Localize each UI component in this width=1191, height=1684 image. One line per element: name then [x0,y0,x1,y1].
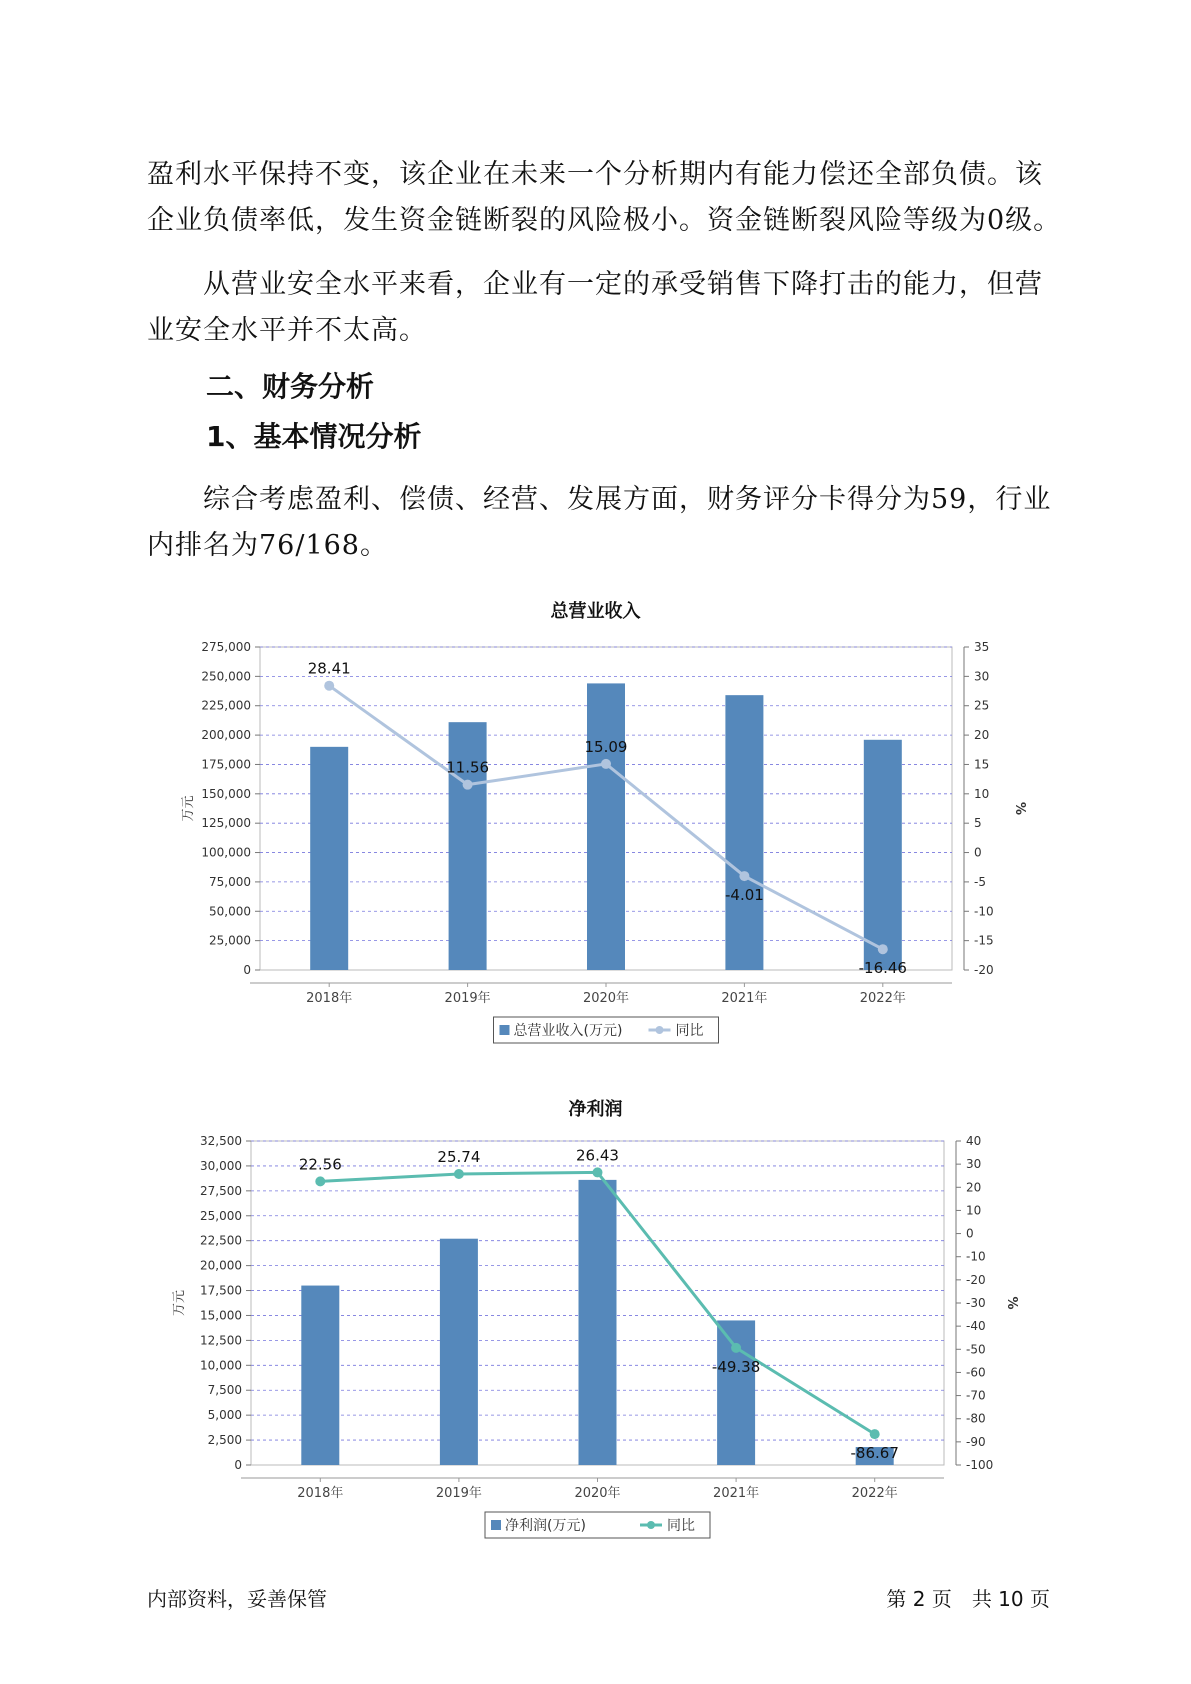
footer-page-number: 第 2 页 共 10 页 [886,1587,1050,1611]
y2-tick-label: -90 [966,1434,986,1449]
y-tick-label: 25,000 [200,1208,242,1223]
bar-2018年 [310,747,348,970]
yoy-data-label: 25.74 [437,1148,481,1167]
bar-2021年 [717,1320,755,1465]
legend-bar-swatch [500,1025,510,1035]
y2-tick-label: -20 [974,963,994,977]
y2-tick-label: -80 [966,1411,986,1426]
yoy-data-label: 26.43 [576,1146,619,1165]
legend-line-label: 同比 [675,1023,704,1039]
legend-bar-label: 净利润(万元) [505,1518,586,1534]
subsection-heading: 1、基本情况分析 [206,420,422,453]
y-tick-label: 275,000 [201,640,251,654]
y2-tick-label: 10 [966,1203,982,1218]
yoy-point-2021年 [739,871,749,881]
paragraph-3 [147,477,1052,569]
x-tick-label: 2019年 [444,991,491,1006]
bar-2020年 [587,683,625,970]
legend-line-label: 同比 [667,1518,695,1534]
paragraph-1 [147,152,1062,244]
section-heading: 二、财务分析 [206,370,375,403]
y2-axis-label: % [1012,801,1027,816]
y-axis-label: 万元 [172,1289,187,1317]
bar-2020年 [579,1180,617,1465]
y2-tick-label: -10 [974,904,994,919]
y-tick-label: 125,000 [201,816,251,831]
y2-tick-label: 10 [974,786,990,801]
paragraph-2-line-1: 从营业安全水平来看，企业有一定的承受销售下降打击的能力，但营 [203,269,1043,300]
y-tick-label: 25,000 [209,933,251,948]
y2-tick-label: -60 [966,1365,986,1380]
y2-tick-label: 0 [974,845,982,860]
yoy-point-2019年 [454,1169,464,1179]
y2-tick-label: 25 [974,698,990,713]
y-tick-label: 15,000 [200,1308,242,1323]
net-profit-chart [0,1125,1191,1565]
y-tick-label: 5,000 [207,1408,242,1423]
y2-tick-label: -100 [966,1458,994,1472]
y2-tick-label: -50 [966,1342,986,1357]
x-tick-label: 2018年 [306,991,353,1006]
y-axis-label: 万元 [181,795,196,822]
yoy-data-label: -86.67 [850,1444,899,1463]
y-tick-label: 200,000 [201,728,251,743]
y2-tick-label: 15 [974,757,990,772]
yoy-point-2019年 [463,780,473,790]
x-tick-label: 2021年 [721,991,768,1006]
y-tick-label: 0 [243,963,251,977]
y2-tick-label: 30 [966,1157,982,1172]
x-tick-label: 2022年 [859,991,906,1006]
yoy-data-label: -4.01 [724,886,764,905]
yoy-data-label: -49.38 [711,1357,761,1376]
chart-1-title: 总营业收入 [550,601,641,622]
revenue-chart [0,625,1191,1065]
y-tick-label: 27,500 [200,1183,242,1198]
y-tick-label: 50,000 [209,904,251,919]
y2-tick-label: 30 [974,669,990,684]
yoy-point-2022年 [870,1429,880,1439]
y-tick-label: 12,500 [200,1333,242,1348]
paragraph-1-line-1: 盈利水平保持不变，该企业在未来一个分析期内有能力偿还全部负债。该 [147,159,1043,190]
yoy-point-2018年 [315,1176,325,1186]
y-tick-label: 175,000 [201,757,251,772]
yoy-data-label: 11.56 [446,758,490,777]
yoy-data-label: -16.46 [858,959,907,978]
y-tick-label: 225,000 [201,698,251,713]
y2-tick-label: -10 [966,1249,986,1264]
yoy-point-2018年 [324,681,334,691]
yoy-data-label: 28.41 [307,659,351,678]
x-tick-label: 2019年 [435,1486,482,1501]
y-tick-label: 10,000 [200,1358,242,1373]
y2-tick-label: 20 [966,1180,982,1195]
y2-tick-label: 0 [966,1226,974,1241]
y-tick-label: 150,000 [201,786,251,801]
y-tick-label: 75,000 [209,874,251,889]
yoy-point-2020年 [601,759,611,769]
paragraph-1-line-2: 企业负债率低，发生资金链断裂的风险极小。资金链断裂风险等级为0级。 [147,205,1062,236]
y-tick-label: 20,000 [200,1258,242,1273]
y-tick-label: 17,500 [200,1283,242,1298]
y-tick-label: 2,500 [207,1433,242,1448]
legend-line-marker [647,1521,655,1529]
yoy-point-2021年 [731,1343,741,1353]
y-tick-label: 7,500 [207,1383,242,1398]
y2-tick-label: -30 [966,1296,986,1310]
y-tick-label: 32,500 [200,1134,242,1148]
bar-2019年 [440,1239,478,1465]
bar-2021年 [725,695,763,970]
paragraph-3-line-2: 内排名为76/168。 [147,530,388,561]
x-tick-label: 2020年 [582,991,630,1006]
y-tick-label: 0 [234,1458,242,1472]
y2-tick-label: -40 [966,1319,986,1334]
y-tick-label: 30,000 [200,1158,242,1173]
x-tick-label: 2022年 [851,1486,898,1501]
legend-bar-swatch [491,1520,501,1530]
bar-2022年 [864,740,902,970]
y2-tick-label: -15 [974,933,994,948]
y2-tick-label: -5 [974,874,986,889]
yoy-data-label: 15.09 [584,737,628,756]
y2-tick-label: -20 [966,1272,986,1287]
y2-tick-label: 40 [966,1134,982,1148]
legend-bar-label: 总营业收入(万元) [513,1023,623,1039]
y2-axis-label: % [1004,1296,1019,1310]
y2-tick-label: 35 [974,640,990,654]
yoy-point-2022年 [878,944,888,954]
y-tick-label: 250,000 [201,669,251,684]
x-tick-label: 2021年 [713,1486,760,1501]
yoy-point-2020年 [593,1167,603,1177]
y2-tick-label: -70 [966,1388,986,1403]
chart-2-title: 净利润 [568,1099,623,1120]
x-tick-label: 2018年 [297,1486,344,1501]
x-tick-label: 2020年 [574,1486,621,1501]
legend-line-marker [656,1026,664,1034]
bar-2018年 [301,1286,339,1465]
y-tick-label: 100,000 [201,845,251,860]
footer-left: 内部资料，妥善保管 [147,1587,327,1611]
paragraph-2 [147,262,1047,354]
paragraph-2-line-2: 业安全水平并不太高。 [147,315,427,346]
y2-tick-label: 20 [974,728,990,743]
yoy-data-label: 22.56 [298,1155,342,1174]
y2-tick-label: 5 [974,816,982,831]
paragraph-3-line-1: 综合考虑盈利、偿债、经营、发展方面，财务评分卡得分为59，行业 [203,484,1052,515]
y-tick-label: 22,500 [200,1233,242,1248]
